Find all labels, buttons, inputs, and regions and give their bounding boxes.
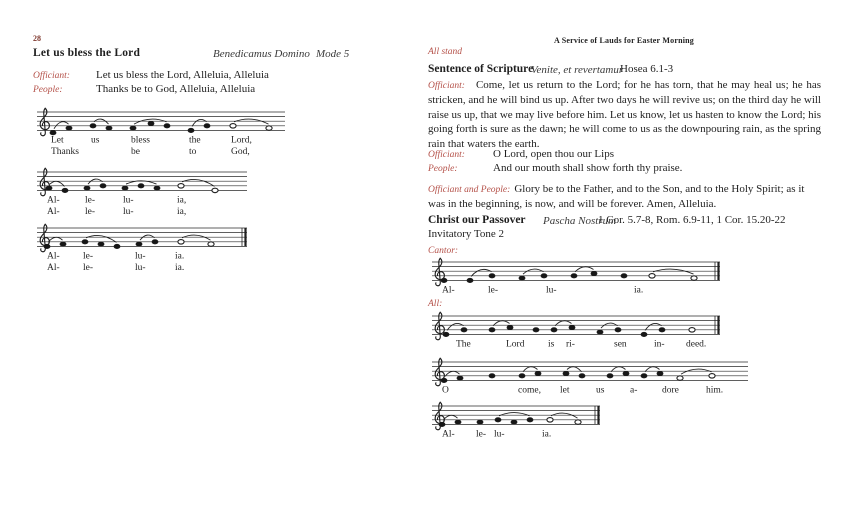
lyric-syllable: come,: [518, 385, 541, 396]
quarter-note: [136, 242, 142, 247]
staff-svg: [430, 396, 606, 448]
lyric-syllable: is: [548, 339, 555, 350]
lyric-syllable: ri-: [566, 339, 575, 350]
lyric-syllable: ia.: [542, 429, 552, 440]
quarter-note: [511, 420, 517, 425]
quarter-note: [148, 121, 154, 126]
lyric-syllable: Thanks: [51, 147, 79, 157]
staff-svg: [35, 102, 291, 165]
staff-lines: [432, 362, 748, 380]
lyric-syllable: deed.: [686, 339, 707, 350]
lyric-syllable: bless: [131, 135, 150, 146]
staff-final-alleluia: [430, 396, 606, 448]
quarter-note: [439, 422, 445, 427]
quarter-note: [621, 274, 627, 279]
half-note: [649, 274, 655, 279]
left-latin-title: Benedicamus Domino: [213, 48, 310, 60]
page-number: 28: [33, 34, 41, 43]
quarter-note: [527, 418, 533, 423]
lyric-syllable: Al-: [47, 207, 60, 217]
lyric-syllable: let: [560, 385, 570, 396]
lyric-syllable: sen: [614, 339, 627, 350]
slurs-group: [445, 367, 712, 377]
lyrics-group: [442, 286, 643, 296]
lyric-syllable: le-: [83, 263, 94, 273]
notes-group: [443, 325, 695, 336]
lyric-syllable: lu-: [123, 207, 134, 217]
half-note: [178, 184, 184, 189]
preces-officiant-label: Officiant:: [428, 150, 465, 160]
quarter-note: [615, 328, 621, 333]
lyric-syllable: to: [189, 147, 197, 157]
lyric-syllable: Al-: [47, 251, 60, 262]
quarter-note: [507, 325, 513, 330]
lyric-syllable: O: [442, 385, 449, 396]
quarter-note: [441, 378, 447, 383]
lyric-syllable: us: [91, 135, 100, 146]
slurs-group: [54, 119, 269, 129]
quarter-note: [138, 184, 144, 189]
quarter-note: [489, 328, 495, 333]
left-mode-label: Mode 5: [316, 48, 350, 60]
quarter-note: [441, 278, 447, 283]
lyric-syllable: be: [131, 147, 140, 157]
half-note: [547, 418, 553, 423]
quarter-note: [98, 242, 104, 247]
half-note: [677, 376, 683, 381]
sentence-officiant-inline-label: Officiant:: [428, 81, 465, 91]
lyrics-group: [442, 386, 723, 396]
preces-officiant-text: O Lord, open thou our Lips: [493, 148, 614, 160]
all-label: All:: [428, 299, 443, 309]
lyric-syllable: in-: [654, 339, 665, 350]
half-note: [709, 374, 715, 379]
passover-latin: Pascha Nostrum: [543, 215, 617, 227]
staff-svg: [35, 162, 253, 225]
lyric-syllable: him.: [706, 385, 724, 396]
quarter-note: [641, 332, 647, 337]
quarter-note: [461, 328, 467, 333]
lyric-syllable: le-: [85, 207, 96, 217]
lyric-syllable: lu-: [135, 263, 146, 273]
quarter-note: [100, 184, 106, 189]
notes-group: [44, 240, 214, 249]
quarter-note: [50, 130, 56, 135]
slurs-group: [443, 413, 578, 421]
quarter-note: [152, 240, 158, 245]
slurs-group: [48, 235, 211, 242]
passover-tone: Invitatory Tone 2: [428, 228, 505, 240]
quarter-note: [204, 124, 210, 129]
passover-citation: 1 Cor. 5.7-8, Rom. 6.9-11, 1 Cor. 15.20-22: [598, 214, 786, 226]
quarter-note: [579, 374, 585, 379]
lyrics-group: [51, 136, 252, 158]
lyric-syllable: ia,: [177, 195, 187, 206]
notes-group: [441, 371, 715, 382]
left-page-title: Let us bless the Lord: [33, 47, 141, 59]
slurs-group: [471, 267, 694, 277]
lyrics-group: [47, 196, 186, 218]
lyric-syllable: lu-: [546, 285, 557, 296]
lyric-syllable: us: [596, 385, 605, 396]
quarter-note: [467, 278, 473, 283]
lyric-syllable: lu-: [494, 429, 505, 440]
quarter-note: [46, 186, 52, 191]
quarter-note: [551, 328, 557, 333]
half-note: [230, 124, 236, 129]
quarter-note: [154, 186, 160, 191]
quarter-note: [90, 124, 96, 129]
lyric-syllable: le-: [83, 251, 94, 262]
lyric-syllable: Al-: [47, 195, 60, 206]
left-officiant-text: Let us bless the Lord, Alleluia, Alleluia: [96, 69, 269, 81]
quarter-note: [519, 276, 525, 281]
gloria-paragraph: [428, 182, 821, 212]
half-note: [178, 240, 184, 245]
lyric-syllable: Al-: [442, 429, 455, 440]
lyrics-group: [456, 340, 706, 350]
quarter-note: [571, 274, 577, 279]
lyric-syllable: ia.: [175, 263, 185, 273]
lyric-syllable: God,: [231, 147, 250, 157]
lyric-syllable: ia.: [175, 251, 185, 262]
notes-group: [441, 271, 697, 282]
passover-heading: Christ our Passover: [428, 214, 526, 226]
preces-people-text: And our mouth shall show forth thy praise.: [493, 162, 683, 174]
staff-svg: [35, 218, 253, 281]
staff-lines: [432, 316, 720, 334]
lyric-syllable: lu-: [123, 195, 134, 206]
half-note: [689, 328, 695, 333]
notes-group: [46, 184, 218, 193]
quarter-note: [164, 124, 170, 129]
quarter-note: [489, 374, 495, 379]
quarter-note: [495, 418, 501, 423]
quarter-note: [533, 328, 539, 333]
half-note: [575, 420, 581, 425]
quarter-note: [443, 332, 449, 337]
staff-svg: [430, 252, 726, 304]
cantor-label: Cantor:: [428, 246, 459, 256]
lyric-syllable: Al-: [442, 285, 455, 296]
quarter-note: [457, 376, 463, 381]
quarter-note: [114, 244, 120, 249]
quarter-note: [607, 374, 613, 379]
left-officiant-label: Officiant:: [33, 71, 70, 81]
lyric-syllable: Lord,: [231, 135, 252, 146]
quarter-note: [541, 274, 547, 279]
half-note: [208, 242, 214, 247]
quarter-note: [641, 374, 647, 379]
lyric-syllable: le-: [85, 195, 96, 206]
quarter-note: [477, 420, 483, 425]
quarter-note: [130, 126, 136, 131]
sentence-citation: Hosea 6.1-3: [620, 63, 674, 75]
quarter-note: [489, 274, 495, 279]
slurs-group: [50, 179, 215, 186]
sentence-heading: Sentence of Scripture: [428, 63, 534, 75]
quarter-note: [82, 240, 88, 245]
sentence-text: Come, let us return to the Lord; for he has torn, that he may heal us; he has stricken, and he will bind us up. After two days he will revive us; on the third day he will raise us up, that we may live before him. Let us know, let us hasten to know the Lord; his going forth is sure as the dawn; he will come to us as the downpouring rain, as the spring rain that waters the earth.: [428, 79, 821, 150]
lyric-syllable: lu-: [135, 251, 146, 262]
quarter-note: [122, 186, 128, 191]
staff-lines: [37, 112, 285, 130]
quarter-note: [659, 328, 665, 333]
sentence-paragraph: [428, 78, 821, 151]
lyric-syllable: ia.: [634, 285, 644, 296]
lyric-syllable: le-: [476, 429, 487, 440]
gloria-inline-label: Officiant and People:: [428, 185, 511, 195]
quarter-note: [563, 371, 569, 376]
quarter-note: [597, 330, 603, 335]
quarter-note: [657, 371, 663, 376]
staff-versicle-let-us-bless: [35, 102, 291, 165]
lyric-syllable: dore: [662, 385, 679, 396]
lyric-syllable: le-: [488, 285, 499, 296]
quarter-note: [591, 271, 597, 276]
quarter-note: [455, 420, 461, 425]
quarter-note: [60, 242, 66, 247]
quarter-note: [66, 126, 72, 131]
half-note: [266, 126, 272, 131]
lyric-syllable: a-: [630, 385, 638, 396]
quarter-note: [623, 371, 629, 376]
half-note: [212, 188, 218, 193]
all-stand-rubric: All stand: [428, 47, 463, 57]
running-header: A Service of Lauds for Easter Morning: [554, 36, 694, 45]
lyric-syllable: Al-: [47, 263, 60, 273]
quarter-note: [569, 325, 575, 330]
lyric-syllable: Let: [51, 135, 64, 146]
staff-alleluia-2: [35, 218, 253, 281]
staff-the-lord-is-risen: [430, 306, 726, 358]
staff-cantor-alleluia: [430, 252, 726, 304]
notes-group: [50, 121, 272, 135]
lyric-syllable: ia,: [177, 207, 187, 217]
notes-group: [439, 418, 581, 427]
quarter-note: [188, 128, 194, 133]
sentence-latin: Venite, et revertamur: [531, 64, 624, 76]
quarter-note: [535, 371, 541, 376]
staff-svg: [430, 306, 726, 358]
lyrics-group: [47, 252, 184, 274]
lyric-syllable: Lord: [506, 339, 525, 350]
quarter-note: [106, 126, 112, 131]
quarter-note: [84, 186, 90, 191]
lyrics-group: [442, 430, 551, 440]
half-note: [691, 276, 697, 281]
quarter-note: [44, 244, 50, 249]
left-people-label: People:: [33, 85, 63, 95]
lyric-syllable: The: [456, 339, 471, 350]
staff-alleluia-1: [35, 162, 253, 225]
quarter-note: [519, 374, 525, 379]
quarter-note: [62, 188, 68, 193]
preces-people-label: People:: [428, 164, 458, 174]
left-people-text: Thanks be to God, Alleluia, Alleluia: [96, 83, 256, 95]
gloria-text: Glory be to the Father, and to the Son, and to the Holy Spirit; as it was in the beginning, is now, and will be forever. Amen, Alleluia.: [428, 183, 805, 211]
lyric-syllable: the: [189, 135, 201, 146]
